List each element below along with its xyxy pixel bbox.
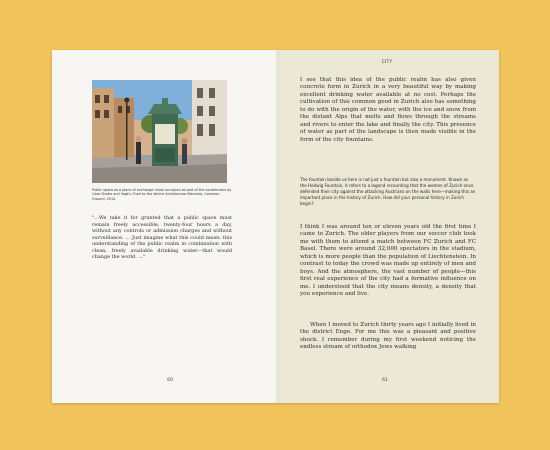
right-page bbox=[277, 50, 499, 403]
page-number-right: 61 bbox=[382, 378, 388, 383]
interview-question: The fountain beside us here is not just a fountain but also a monument. Known as the Hedwig Fountain, it refers to a legend recounting that the women of Zurich once defended their city against the attacking Austrians on the walls here—making this an important place in the history of Zurich. How did your personal history in Zurich begin? bbox=[300, 177, 476, 206]
page-number-left: 60 bbox=[167, 378, 173, 383]
running-head: CITY bbox=[381, 60, 393, 65]
left-page bbox=[52, 50, 277, 403]
body-paragraph-2: I think I was around ten or eleven years old the first time I came to Zurich. The older players from our soccer club took me with them to attend a match between FC Zurich and FC Basel. There were around 32,000 spectators in the stadium, which is more people than the population of Liechtenstein. In contrast to today the crowd was made up entirely of men and boys. And the atmosphere, the vast number of people—this first real experience of the city had a formative influence on me. I understood that the city means density, a density that you experience and live. bbox=[300, 224, 476, 298]
book-gutter bbox=[274, 50, 280, 403]
photo-caption: Public space as a place of exchange: kiosk occupied as part of the contribution by Case Studio and Vogt's Chair to the Venice Architecture Biennale, Common Ground, 2012. bbox=[92, 188, 232, 201]
pull-quote: "...We take it for granted that a public space must remain freely accessible, twenty-four hours a day, without any controls or admission charges and without surveillance. ... Just imagine what this could mean: this understanding of the public realm in combination with clean, freely available drinking water—that would change the world. ..." bbox=[92, 215, 232, 260]
kiosk-photo bbox=[92, 80, 227, 183]
body-paragraph-1: I see that this idea of the public realm has also given concrete form in Zurich in a very beautiful way by making excellent drinking water available at no cost. Perhaps the cultivation of this common good in Zurich also has something to do with the origin of the water, with the ice and snow from the distant Alps that melts and flows through the streams and rivers to enter the lake and finally the city. This presence of water as part of the landscape is then made visible in the form of the city fountains. bbox=[300, 77, 476, 143]
body-paragraph-3: When I moved to Zurich thirty years ago I initially lived in the district Enge. For me this was a pleasant and positive shock. I remember during my first weekend noticing the endless stream of orthodox Jews walking bbox=[300, 322, 476, 351]
book-spread bbox=[52, 50, 499, 403]
